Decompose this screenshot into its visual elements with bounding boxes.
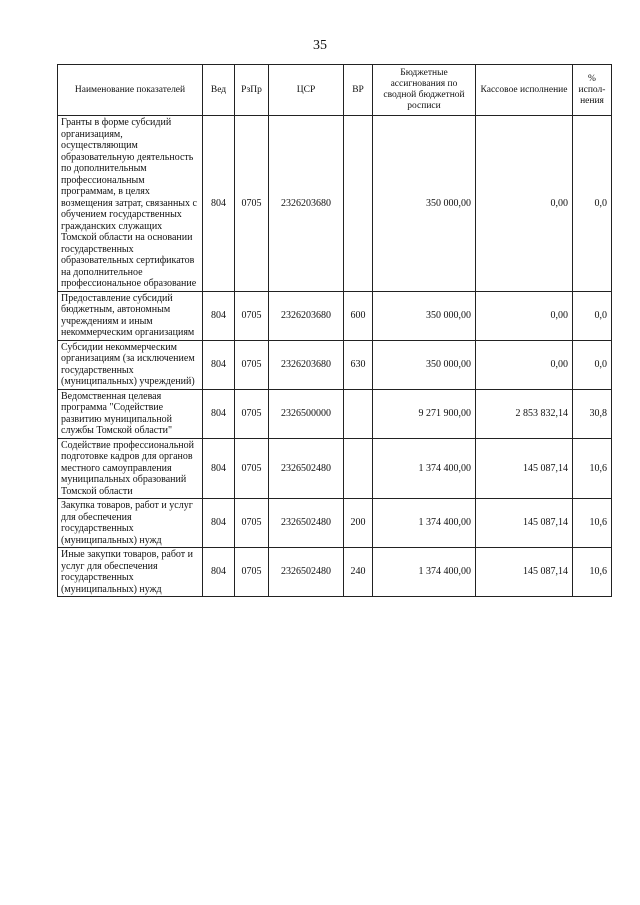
row-cash: 0,00 xyxy=(476,291,573,340)
row-csr: 2326203680 xyxy=(269,291,344,340)
row-cash: 145 087,14 xyxy=(476,438,573,499)
row-rzpr: 0705 xyxy=(235,499,269,548)
row-rzpr: 0705 xyxy=(235,116,269,292)
row-rzpr: 0705 xyxy=(235,340,269,389)
row-ved: 804 xyxy=(203,340,235,389)
row-rzpr: 0705 xyxy=(235,389,269,438)
row-ved: 804 xyxy=(203,438,235,499)
row-csr: 2326500000 xyxy=(269,389,344,438)
table-row xyxy=(58,340,612,389)
row-vr xyxy=(344,438,373,499)
row-pct: 0,0 xyxy=(573,340,612,389)
row-ved: 804 xyxy=(203,116,235,292)
row-cash: 2 853 832,14 xyxy=(476,389,573,438)
row-name: Закупка товаров, работ и услуг для обеспечения государственных (муниципальных) нужд xyxy=(58,499,203,548)
row-ved: 804 xyxy=(203,389,235,438)
row-pct: 0,0 xyxy=(573,116,612,292)
row-vr: 630 xyxy=(344,340,373,389)
row-pct: 10,6 xyxy=(573,438,612,499)
col-pct-header: % испол-нения xyxy=(573,65,612,116)
row-pct: 10,6 xyxy=(573,499,612,548)
row-vr xyxy=(344,389,373,438)
col-csr-header: ЦСР xyxy=(269,65,344,116)
row-name: Иные закупки товаров, работ и услуг для обеспечения государственных (муниципальных) нужд xyxy=(58,548,203,597)
row-name: Ведомственная целевая программа "Содействие развитию муниципальной службы Томской области" xyxy=(58,389,203,438)
row-assign: 1 374 400,00 xyxy=(373,499,476,548)
row-csr: 2326502480 xyxy=(269,548,344,597)
row-assign: 350 000,00 xyxy=(373,291,476,340)
table-row xyxy=(58,499,612,548)
row-rzpr: 0705 xyxy=(235,438,269,499)
row-cash: 0,00 xyxy=(476,116,573,292)
row-assign: 9 271 900,00 xyxy=(373,389,476,438)
col-rzpr-header: РзПр xyxy=(235,65,269,116)
row-ved: 804 xyxy=(203,499,235,548)
row-ved: 804 xyxy=(203,291,235,340)
row-ved: 804 xyxy=(203,548,235,597)
row-vr: 200 xyxy=(344,499,373,548)
row-cash: 145 087,14 xyxy=(476,548,573,597)
col-cash-header: Кассовое исполнение xyxy=(476,65,573,116)
row-pct: 10,6 xyxy=(573,548,612,597)
table-row xyxy=(58,116,612,292)
col-ved-header: Вед xyxy=(203,65,235,116)
row-rzpr: 0705 xyxy=(235,291,269,340)
row-csr: 2326502480 xyxy=(269,499,344,548)
row-csr: 2326203680 xyxy=(269,340,344,389)
row-assign: 1 374 400,00 xyxy=(373,548,476,597)
budget-table xyxy=(57,64,612,597)
row-csr: 2326203680 xyxy=(269,116,344,292)
col-assign-header: Бюджетные ассигнования по сводной бюджетной росписи xyxy=(373,65,476,116)
col-vr-header: ВР xyxy=(344,65,373,116)
row-pct: 0,0 xyxy=(573,291,612,340)
row-cash: 0,00 xyxy=(476,340,573,389)
row-vr: 240 xyxy=(344,548,373,597)
header-row xyxy=(58,65,612,116)
table-row xyxy=(58,389,612,438)
row-name: Субсидии некоммерческим организациям (за исключением государственных (муниципальных) учреждений) xyxy=(58,340,203,389)
row-assign: 1 374 400,00 xyxy=(373,438,476,499)
table-row xyxy=(58,548,612,597)
row-vr xyxy=(344,116,373,292)
row-cash: 145 087,14 xyxy=(476,499,573,548)
row-name: Гранты в форме субсидий организациям, осуществляющим образовательную деятельность по дополнительным профессиональным программам, в целях возмещения затрат, связанных с обучением государственных гражданских служащих Томской области на основании государственных образовательных сертификатов на дополнительное профессиональное образование xyxy=(58,116,203,292)
row-name: Предоставление субсидий бюджетным, автономным учреждениям и иным некоммерческим организациям xyxy=(58,291,203,340)
row-rzpr: 0705 xyxy=(235,548,269,597)
page-number: 35 xyxy=(313,38,327,53)
row-assign: 350 000,00 xyxy=(373,116,476,292)
row-assign: 350 000,00 xyxy=(373,340,476,389)
table-row xyxy=(58,291,612,340)
row-name: Содействие профессиональной подготовке кадров для органов местного самоуправления муниципальных образований Томской области xyxy=(58,438,203,499)
col-name-header: Наименование показателей xyxy=(58,65,203,116)
row-pct: 30,8 xyxy=(573,389,612,438)
row-csr: 2326502480 xyxy=(269,438,344,499)
table-row xyxy=(58,438,612,499)
row-vr: 600 xyxy=(344,291,373,340)
